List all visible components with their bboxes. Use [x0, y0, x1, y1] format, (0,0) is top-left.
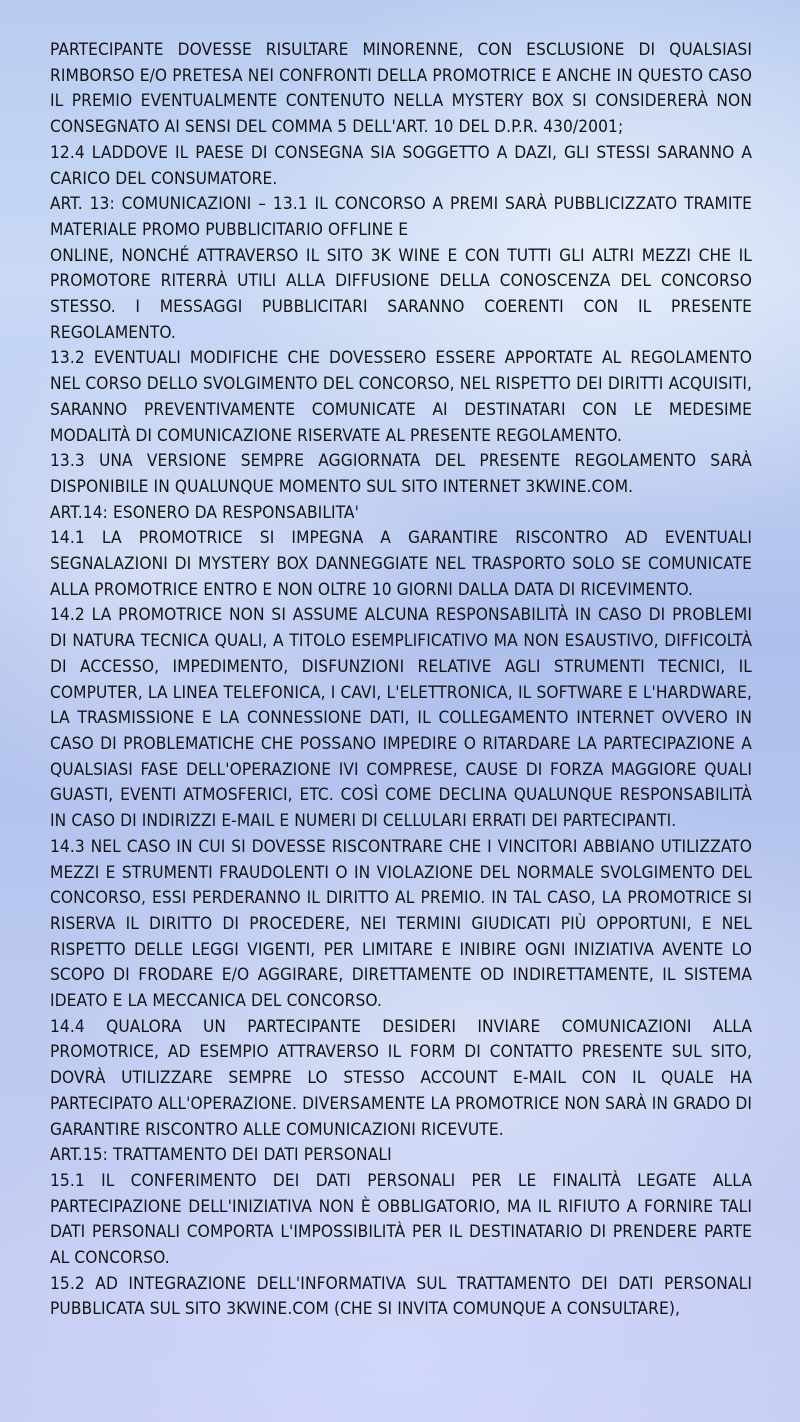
- heading-art14: ART.14: ESONERO DA RESPONSABILITA': [50, 502, 359, 523]
- paragraph-15-2: 15.2 AD INTEGRAZIONE DELL'INFORMATIVA SUL TRATTAMENTO DEI DATI PERSONALI PUBBLICATA SUL SITO 3KWINE.COM (CHE SI INVITA COMUNQUE A CONSULTARE),: [50, 1273, 752, 1320]
- paragraph-12-4: 12.4 LADDOVE IL PAESE DI CONSEGNA SIA SOGGETTO A DAZI, GLI STESSI SARANNO A CARICO DEL CONSUMATORE.: [50, 142, 752, 189]
- heading-art15: ART.15: TRATTAMENTO DEI DATI PERSONALI: [50, 1145, 392, 1166]
- paragraph-14-1: 14.1 LA PROMOTRICE SI IMPEGNA A GARANTIRE RISCONTRO AD EVENTUALI SEGNALAZIONI DI MYSTERY BOX DANNEGGIATE NEL TRASPORTO SOLO SE COMUNICATE ALLA PROMOTRICE ENTRO E NON OLTRE 10 GIORNI DALLA DATA DI RICEVIMENTO.: [50, 528, 752, 600]
- regulation-text: [50, 38, 752, 1323]
- paragraph-art12-3-continuation: PARTECIPANTE DOVESSE RISULTARE MINORENNE, CON ESCLUSIONE DI QUALSIASI RIMBORSO E/O PRETESA NEI CONFRONTI DELLA PROMOTRICE E ANCHE IN QUESTO CASO IL PREMIO EVENTUALMENTE CONTENUTO NELLA MYSTERY BOX SI CONSIDERERÀ NON CONSEGNATO AI SENSI DEL COMMA 5 DELL'ART. 10 DEL D.P.R. 430/2001;: [50, 40, 752, 138]
- paragraph-13-1-continuation: ONLINE, NONCHÉ ATTRAVERSO IL SITO 3K WINE E CON TUTTI GLI ALTRI MEZZI CHE IL PROMOTORE RITERRÀ UTILI ALLA DIFFUSIONE DELLA CONOSCENZA DEL CONCORSO STESSO. I MESSAGGI PUBBLICITARI SARANNO COERENTI CON IL PRESENTE REGOLAMENTO.: [50, 245, 752, 343]
- paragraph-art13-heading: ART. 13: COMUNICAZIONI – 13.1 IL CONCORSO A PREMI SARÀ PUBBLICIZZATO TRAMITE MATERIALE PROMO PUBBLICITARIO OFFLINE E: [50, 194, 752, 240]
- paragraph-15-1: 15.1 IL CONFERIMENTO DEI DATI PERSONALI PER LE FINALITÀ LEGATE ALLA PARTECIPAZIONE DELL'INIZIATIVA NON È OBBLIGATORIO, MA IL RIFIUTO A FORNIRE TALI DATI PERSONALI COMPORTA L'IMPOSSIBILITÀ PER IL DESTINATARIO DI PRENDERE PARTE AL CONCORSO.: [50, 1170, 752, 1269]
- paragraph-14-4: 14.4 QUALORA UN PARTECIPANTE DESIDERI INVIARE COMUNICAZIONI ALLA PROMOTRICE, AD ESEMPIO ATTRAVERSO IL FORM DI CONTATTO PRESENTE SUL SITO, DOVRÀ UTILIZZARE SEMPRE LO STESSO ACCOUNT E-MAIL CON IL QUALE HA PARTECIPATO ALL'OPERAZIONE. DIVERSAMENTE LA PROMOTRICE NON SARÀ IN GRADO DI GARANTIRE RISCONTRO ALLE COMUNICAZIONI RICEVUTE.: [50, 1016, 752, 1140]
- paragraph-13-2: 13.2 EVENTUALI MODIFICHE CHE DOVESSERO ESSERE APPORTATE AL REGOLAMENTO NEL CORSO DELLO SVOLGIMENTO DEL CONCORSO, NEL RISPETTO DEI DIRITTI ACQUISITI, SARANNO PREVENTIVAMENTE COMUNICATE AI DESTINATARI CON LE MEDESIME MODALITÀ DI COMUNICAZIONE RISERVATE AL PRESENTE REGOLAMENTO.: [50, 348, 752, 446]
- paragraph-14-2: 14.2 LA PROMOTRICE NON SI ASSUME ALCUNA RESPONSABILITÀ IN CASO DI PROBLEMI DI NATURA TECNICA QUALI, A TITOLO ESEMPLIFICATIVO MA NON ESAUSTIVO, DIFFICOLTÀ DI ACCESSO, IMPEDIMENTO, DISFUNZIONI RELATIVE AGLI STRUMENTI TECNICI, IL COMPUTER, LA LINEA TELEFONICA, I CAVI, L'ELETTRONICA, IL SOFTWARE E L'HARDWARE, LA TRASMISSIONE E LA CONNESSIONE DATI, IL COLLEGAMENTO INTERNET OVVERO IN CASO DI PROBLEMATICHE CHE POSSANO IMPEDIRE O RITARDARE LA PARTECIPAZIONE A QUALSIASI FASE DELL'OPERAZIONE IVI COMPRESE, CAUSE DI FORZA MAGGIORE QUALI GUASTI, EVENTI ATMOSFERICI, ETC. COSÌ COME DECLINA QUALUNQUE RESPONSABILITÀ IN CASO DI INDIRIZZI E-MAIL E NUMERI DI CELLULARI ERRATI DEI PARTECIPANTI.: [50, 605, 752, 832]
- paragraph-13-3: 13.3 UNA VERSIONE SEMPRE AGGIORNATA DEL PRESENTE REGOLAMENTO SARÀ DISPONIBILE IN QUALUNQUE MOMENTO SUL SITO INTERNET 3KWINE.COM.: [50, 451, 752, 497]
- paragraph-14-3: 14.3 NEL CASO IN CUI SI DOVESSE RISCONTRARE CHE I VINCITORI ABBIANO UTILIZZATO MEZZI E STRUMENTI FRAUDOLENTI O IN VIOLAZIONE DEL NORMALE SVOLGIMENTO DEL CONCORSO, ESSI PERDERANNO IL DIRITTO AL PREMIO. IN TAL CASO, LA PROMOTRICE SI RISERVA IL DIRITTO DI PROCEDERE, NEI TERMINI GIUDICATI PIÙ OPPORTUNI, E NEL RISPETTO DELLE LEGGI VIGENTI, PER LIMITARE E INIBIRE OGNI INIZIATIVA AVENTE LO SCOPO DI FRODARE E/O AGGIRARE, DIRETTAMENTE OD INDIRETTAMENTE, IL SISTEMA IDEATO E LA MECCANICA DEL CONCORSO.: [50, 836, 752, 1012]
